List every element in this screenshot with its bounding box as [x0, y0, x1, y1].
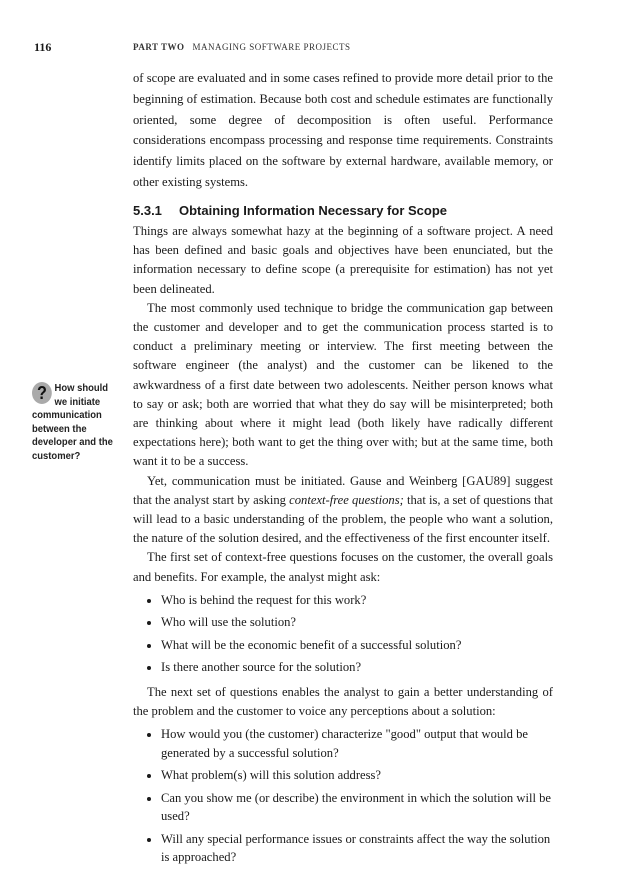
part-label: PART TWO [133, 42, 185, 52]
paragraph: of scope are evaluated and in some cases refined to provide more detail prior to the beginning of estimation. Because both cost and schedule estimates are functionally oriented, some degree of decomposition is often useful. Performance considerations encompass processing and response time requirements. Constraints identify limits placed on the software by external hardware, available memory, or other existing systems. [133, 71, 553, 189]
list-item: • What will be the economic benefit of a successful solution? [161, 636, 553, 655]
section-number: 5.3.1 [133, 202, 162, 218]
question-icon: ? [32, 382, 52, 404]
paragraph: The next set of questions enables the analyst to gain a better understanding of the problem and the customer to voice any perceptions about a solution: [133, 684, 553, 719]
list-item: • Will any special performance issues or constraints affect the way the solution is approached? [161, 830, 553, 867]
emphasis: context-free questions; [289, 492, 404, 507]
text: that is, a set of questions that will lead to a basic understanding of the problem, the people who want a solution, the nature of the solution desired, and the effectiveness of the first encounter itself. [133, 492, 553, 546]
paragraph: Things are always somewhat hazy at the beginning of a software project. A need has been defined and basic goals and objectives have been enunciated, but the information necessary to define scope (a prerequisite for estimation) has not yet been delineated. [133, 223, 553, 296]
list-item: • Who is behind the request for this work? [161, 591, 553, 610]
list-item: • How would you (the customer) characterize "good" output that would be generated by a successful solution? [161, 725, 553, 762]
list-item: • Is there another source for the solution? [161, 658, 553, 677]
list-item: • Who will use the solution? [161, 613, 553, 632]
section-title: Obtaining Information Necessary for Scope [179, 202, 447, 218]
question-list-2 [133, 725, 553, 867]
running-header [133, 42, 350, 52]
page-number: 116 [34, 40, 52, 54]
paragraph [133, 472, 553, 549]
paragraph: The first set of context-free questions focuses on the customer, the overall goals and benefits. For example, the analyst might ask: [133, 550, 553, 584]
body-text [133, 68, 553, 873]
margin-note-text: How should we initiate communication between the developer and the customer? [32, 382, 113, 462]
text: Yet, communication must be initiated. Gause and Weinberg [GAU89] suggest that the analyst start by asking [133, 473, 553, 507]
margin-note [32, 382, 115, 463]
section-heading [133, 201, 553, 220]
paragraph: The most commonly used technique to bridge the communication gap between the customer and developer and to get the communication process started is to conduct a preliminary meeting or interview. The first meeting between the software engineer (the analyst) and the customer can be likened to the awkwardness of a first date between two adolescents. Neither person knows what to say or ask; both are worried that what they do say will be misinterpreted; both are thinking about where it might lead (both likely have radically different expectations here); both want to get the thing over with; but at the same time, both want it to be a success. [133, 300, 553, 469]
list-item: • Can you show me (or describe) the environment in which the solution will be used? [161, 789, 553, 826]
chapter-title: MANAGING SOFTWARE PROJECTS [192, 42, 351, 52]
list-item: • What problem(s) will this solution address? [161, 766, 553, 785]
question-list-1 [133, 591, 553, 677]
